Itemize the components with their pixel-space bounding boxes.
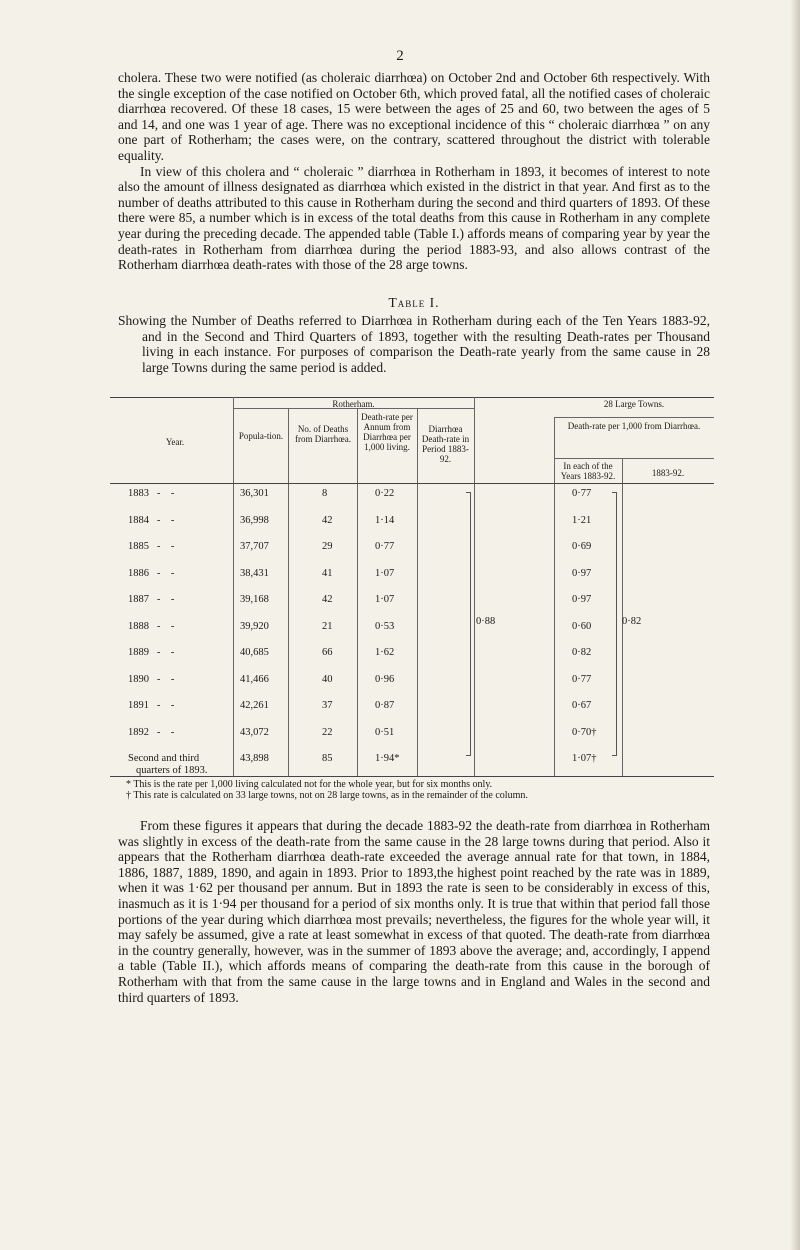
cell-deaths: 8 — [322, 488, 328, 499]
cell-deaths: 40 — [322, 673, 333, 685]
header-1883-92: 1883-92. — [651, 468, 685, 478]
cell-death-rate: 1·94* — [375, 753, 400, 764]
cell-population: 41,466 — [240, 673, 269, 685]
cell-deaths: 42 — [322, 514, 333, 526]
header-each-year: In each of the Years 1883-92. — [560, 461, 616, 481]
group-rule — [554, 417, 714, 418]
header-deaths: No. of Deaths from Diarrhœa. — [295, 424, 351, 444]
cell-year — [128, 621, 174, 632]
cell-towns-rate: 0·77 — [572, 488, 592, 499]
column-divider — [288, 408, 289, 777]
cell-year — [128, 647, 174, 658]
cell-year — [128, 488, 174, 499]
row-year: 1884 — [128, 514, 149, 526]
page-number: 2 — [396, 48, 404, 64]
footnote-dagger: † This rate is calculated on 33 large towns, not on 28 large towns, as in the remainder of the column. — [126, 790, 528, 801]
cell-towns-rate: 0·77 — [572, 673, 592, 685]
row-year: 1888 — [128, 620, 149, 632]
table-description-text: Showing the Number of Deaths referred to Diarrhœa in Rotherham during each of the Ten Years 1883-92, and in the Second and Third Quarters of 1893, together with the resulting Death-rates per Thousand living in each instance. For purposes of comparison the Death-rate yearly from the same cause in 28 large Towns during the same period is added. — [118, 313, 710, 375]
footnote-star: * This is the rate per 1,000 living calculated not for the whole year, but for six months only. — [126, 779, 493, 790]
cell-towns-rate: 0·69 — [572, 541, 592, 552]
leader-dashes: - - — [149, 700, 175, 711]
table-header-rule — [110, 483, 714, 484]
brace-towns — [612, 492, 617, 756]
leader-dashes: - - — [149, 514, 175, 526]
cell-death-rate: 0·96 — [375, 673, 395, 685]
cell-towns-rate: 0·60 — [572, 620, 592, 632]
header-rotherham: Rotherham. — [332, 399, 375, 409]
cell-towns-rate: 0·97 — [572, 594, 592, 605]
cell-towns-rate: 0·67 — [572, 700, 592, 711]
header-population: Popula-tion. — [238, 431, 284, 441]
cell-population: 42,261 — [240, 700, 269, 711]
cell-population: 36,998 — [240, 514, 269, 526]
cell-deaths: 22 — [322, 726, 333, 738]
cell-population: 43,898 — [240, 753, 269, 764]
header-period-rate: Diarrhœa Death-rate in Period 1883-92. — [421, 424, 470, 464]
leader-dashes: - - — [149, 647, 175, 658]
leader-dashes: - - — [149, 673, 175, 685]
cell-deaths: 85 — [322, 753, 333, 764]
cell-deaths: 29 — [322, 541, 333, 552]
cell-towns-rate: 0·82 — [572, 647, 592, 658]
brace-period — [466, 492, 471, 756]
leader-dashes: - - — [149, 620, 175, 632]
column-divider — [554, 417, 555, 777]
cell-deaths: 37 — [322, 700, 333, 711]
cell-population: 37,707 — [240, 541, 269, 552]
cell-population: 39,168 — [240, 594, 269, 605]
paragraph: cholera. These two were notified (as choleraic diarrhœa) on October 2nd and October 6th respectively. With the single exception of the case notified on October 6th, which proved fatal, all the notified cases of choleraic diarrhœa recovered. Of these 18 cases, 15 were between the ages of 25 and 60, two between the ages of 5 and 14, and one was 1 year of age. There was no exceptional incidence of this “ choleraic diarrhœa ” on any one part of Rotherham; the cases were, on the contrary, scattered throughout the district with tolerable equality. — [118, 70, 710, 163]
group-rule — [554, 458, 714, 459]
column-divider — [233, 397, 234, 777]
cell-population: 43,072 — [240, 726, 269, 738]
header-death-rate: Death-rate per Annum from Diarrhœa per 1,000 living. — [361, 412, 413, 452]
header-year: Year. — [165, 437, 185, 447]
cell-death-rate: 0·51 — [375, 726, 395, 738]
intro-text — [118, 70, 710, 273]
table-caption: Table I. — [388, 295, 440, 310]
leader-dashes: - - — [149, 726, 175, 738]
cell-death-rate: 1·07 — [375, 567, 395, 579]
row-year: 1891 — [128, 700, 149, 711]
row-year: 1890 — [128, 673, 149, 685]
period-rate: 0·88 — [476, 616, 496, 627]
header-towns-rate: Death-rate per 1,000 from Diarrhœa. — [567, 421, 701, 431]
cell-year — [128, 594, 174, 605]
closing-text — [118, 818, 710, 1005]
cell-death-rate: 0·53 — [375, 620, 395, 632]
row-year: 1892 — [128, 726, 149, 738]
leader-dashes: - - — [149, 488, 175, 499]
cell-towns-rate: 0·97 — [572, 567, 592, 579]
cell-population: 36,301 — [240, 488, 269, 499]
row-year: 1883 — [128, 488, 149, 499]
header-large-towns: 28 Large Towns. — [603, 399, 665, 409]
cell-death-rate: 1·07 — [375, 594, 395, 605]
cell-deaths: 42 — [322, 594, 333, 605]
column-divider — [474, 397, 475, 777]
page-edge-shadow — [790, 0, 800, 1250]
cell-towns-rate: 0·70† — [572, 726, 597, 738]
cell-population: 38,431 — [240, 567, 269, 579]
cell-death-rate: 0·87 — [375, 700, 395, 711]
paragraph: From these figures it appears that during the decade 1883-92 the death-rate from diarrhœa in Rotherham was slightly in excess of the death-rate from the same cause in the 28 large towns during that period. Also it appears that the Rotherham diarrhœa death-rate exceeded the average annual rate for that town, in 1884, 1886, 1887, 1889, 1890, and again in 1893. Prior to 1893,the highest point reached by the rate was in 1889, when it was 1·62 per thousand per annum. But in 1893 the rate is seen to be considerably in excess of this, inasmuch as it is 1·94 per thousand for a period of six months only. It is true that within that period fall those portions of the year during which diarrhœa most prevails; nevertheless, the figures for the whole year will, it may safely be assumed, give a rate at least somewhat in excess of that quoted. The death-rate from diarrhœa in the country generally, however, was in the summer of 1893 above the average; and, accordingly, I append a table (Table II.), which affords means of comparing the death-rate from this cause in the borough of Rotherham with that from the same cause in the large towns and in England and Wales in the second and third quarters of 1893. — [118, 818, 710, 1005]
cell-year — [128, 541, 174, 552]
towns-period-rate: 0·82 — [622, 616, 642, 627]
cell-death-rate: 1·62 — [375, 647, 395, 658]
leader-dashes: - - — [149, 541, 175, 552]
table-top-rule — [110, 397, 714, 398]
cell-death-rate: 0·22 — [375, 488, 395, 499]
cell-year-line1: Second and third — [128, 753, 200, 764]
row-year: 1886 — [128, 567, 149, 579]
cell-population: 40,685 — [240, 647, 269, 658]
leader-dashes: - - — [149, 567, 175, 579]
cell-deaths: 21 — [322, 620, 333, 632]
cell-population: 39,920 — [240, 620, 269, 632]
cell-death-rate: 1·14 — [375, 514, 395, 526]
column-divider — [357, 408, 358, 777]
table-bottom-rule — [110, 776, 714, 777]
cell-towns-rate: 1·21 — [572, 514, 592, 526]
paragraph: In view of this cholera and “ choleraic ” diarrhœa in Rotherham in 1893, it becomes of interest to note also the amount of illness designated as diarrhœa which existed in the district in that year. And first as to the number of deaths attributed to this cause in Rotherham during the second and third quarters of 1893. Of these there were 85, a number which is in excess of the total deaths from this cause in Rotherham in any complete year during the preceding decade. The appended table (Table I.) affords means of comparing year by year the death-rates in Rotherham from diarrhœa during the period 1883-93, and also allows contrast of the Rotherham diarrhœa death-rates with those of the 28 arge towns. — [118, 163, 710, 273]
row-year: 1885 — [128, 541, 149, 552]
cell-death-rate: 0·77 — [375, 541, 395, 552]
cell-year — [128, 727, 174, 738]
cell-year — [128, 674, 174, 685]
cell-deaths: 41 — [322, 567, 333, 579]
cell-deaths: 66 — [322, 647, 333, 658]
row-year: 1889 — [128, 647, 149, 658]
leader-dashes: - - — [149, 594, 175, 605]
cell-year — [128, 700, 174, 711]
cell-year — [128, 568, 174, 579]
cell-year — [128, 515, 174, 526]
column-divider — [417, 408, 418, 777]
row-year: 1887 — [128, 594, 149, 605]
cell-year-line2: quarters of 1893. — [136, 765, 208, 776]
cell-towns-rate: 1·07† — [572, 753, 597, 764]
table-description — [118, 313, 710, 375]
